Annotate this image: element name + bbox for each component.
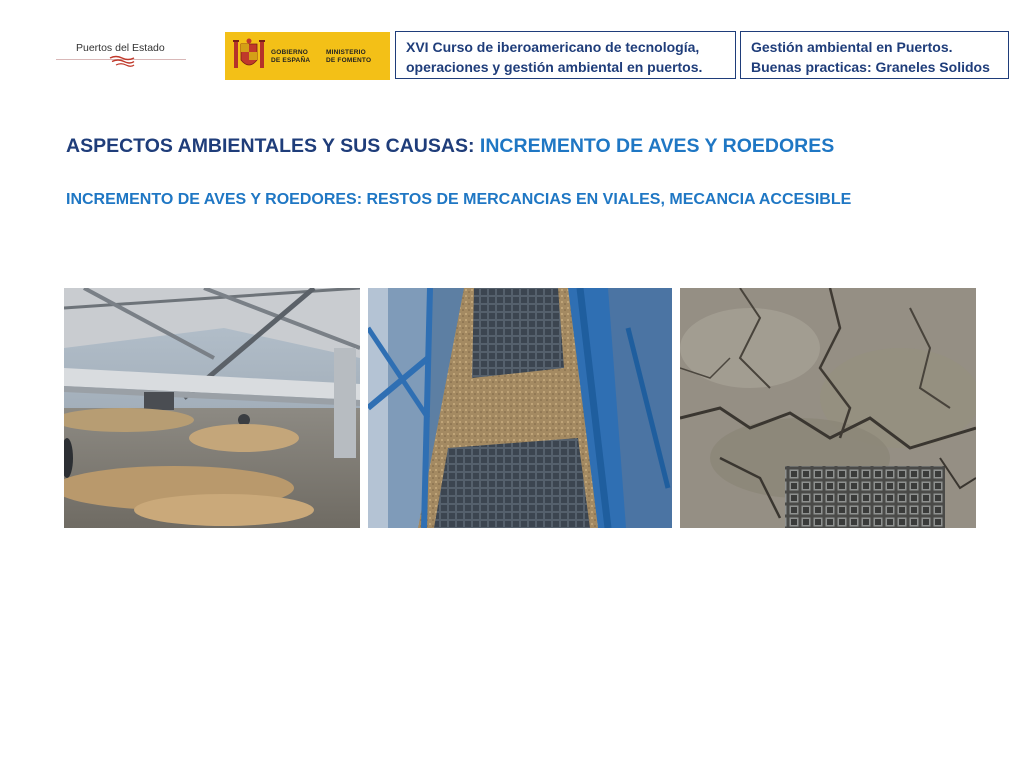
puertos-del-estado-logo (56, 38, 188, 70)
puertos-logo-text: Puertos del Estado (76, 42, 165, 54)
slide-subtitle: INCREMENTO DE AVES Y ROEDORES: RESTOS DE MERCANCIAS EN VIALES, MECANCIA ACCESIBLE (66, 191, 852, 208)
slide-title (66, 135, 834, 158)
topic-line-2: Buenas practicas: Graneles Solidos (751, 59, 990, 75)
photo-cracked-material-grating (680, 288, 976, 528)
course-title-box (395, 31, 736, 79)
photo-grain-under-conveyor (64, 288, 360, 528)
topic-title-box (740, 31, 1009, 79)
topic-line-1: Gestión ambiental en Puertos. (751, 39, 953, 55)
title-prefix: ASPECTOS AMBIENTALES Y SUS CAUSAS: (66, 135, 475, 157)
waves-icon (108, 55, 136, 67)
ministerio-text: MINISTERIO DE FOMENTO (326, 49, 372, 64)
coat-of-arms-icon (232, 38, 266, 74)
photo-grain-on-walkway (368, 288, 672, 528)
title-highlight: INCREMENTO DE AVES Y ROEDORES (479, 135, 835, 157)
gobierno-espana-logo (225, 32, 390, 80)
gobierno-text: GOBIERNO DE ESPAÑA (271, 49, 311, 64)
course-line-1: XVI Curso de iberoamericano de tecnología, (406, 39, 700, 55)
course-line-2: operaciones y gestión ambiental en puertos. (406, 59, 703, 75)
